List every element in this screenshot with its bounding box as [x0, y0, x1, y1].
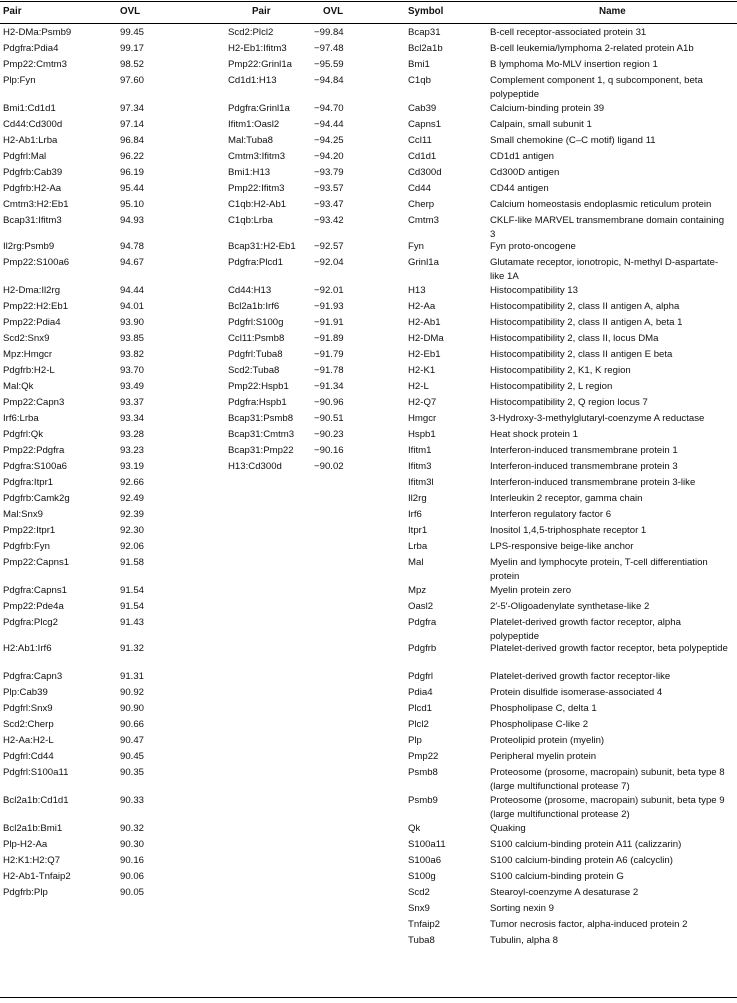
middle-ovl-cell: −91.79: [314, 349, 344, 360]
gene-name-cell: Calcium-binding protein 39: [490, 103, 605, 114]
header-rule: [0, 23, 737, 24]
middle-ovl-cell: −90.96: [314, 397, 344, 408]
left-pair-cell: Pdgfrb:Cab39: [3, 167, 63, 178]
middle-pair-cell: Ifitm1:Oasl2: [228, 119, 280, 130]
header-pair-2: Pair: [252, 6, 271, 17]
middle-pair-cell: C1qb:H2-Ab1: [228, 199, 287, 210]
gene-name-cell: Peripheral myelin protein: [490, 751, 597, 762]
middle-ovl-cell: −94.84: [314, 75, 344, 86]
gene-name-cell: Tumor necrosis factor, alpha-induced protein 2: [490, 919, 688, 930]
left-ovl-cell: 90.05: [120, 887, 145, 898]
gene-name-cell: Histocompatibility 2, class II antigen A, beta 1: [490, 317, 683, 328]
symbol-cell: S100a11: [408, 839, 446, 850]
left-ovl-cell: 93.23: [120, 445, 145, 456]
gene-name-cell: Interferon-induced transmembrane protein 3-like: [490, 477, 696, 488]
left-ovl-cell: 90.90: [120, 703, 145, 714]
middle-pair-cell: Pdgfra:Hspb1: [228, 397, 287, 408]
left-pair-cell: H2-Ab1-Tnfaip2: [3, 871, 71, 882]
left-ovl-cell: 93.90: [120, 317, 145, 328]
symbol-cell: H2-Aa: [408, 301, 436, 312]
left-ovl-cell: 94.93: [120, 215, 145, 226]
middle-pair-cell: H13:Cd300d: [228, 461, 282, 472]
symbol-cell: C1qb: [408, 75, 431, 86]
gene-name-cell: Protein disulfide isomerase-associated 4: [490, 687, 663, 698]
gene-name-cell: S100 calcium-binding protein A11 (calizzarin): [490, 839, 682, 850]
left-pair-cell: Il2rg:Psmb9: [3, 241, 55, 252]
gene-name-cell: Proteosome (prosome, macropain) subunit, beta type 9 (large multifunctional protease 2): [490, 795, 725, 820]
symbol-cell: Cherp: [408, 199, 435, 210]
middle-pair-cell: Pdgfrl:Tuba8: [228, 349, 283, 360]
header-ovl-2: OVL: [323, 6, 344, 17]
left-ovl-cell: 90.92: [120, 687, 145, 698]
left-ovl-cell: 96.84: [120, 135, 145, 146]
left-pair-cell: Pdgfrb:Fyn: [3, 541, 50, 552]
middle-ovl-cell: −99.84: [314, 27, 344, 38]
gene-name-cell: Interleukin 2 receptor, gamma chain: [490, 493, 643, 504]
left-pair-cell: Pdgfrl:S100a11: [3, 767, 69, 778]
gene-name-cell: Calcium homeostasis endoplasmic reticulum protein: [490, 199, 712, 210]
symbol-cell: Hspb1: [408, 429, 436, 440]
left-pair-cell: H2:K1:H2:Q7: [3, 855, 61, 866]
left-ovl-cell: 90.16: [120, 855, 145, 866]
symbol-cell: Il2rg: [408, 493, 427, 504]
left-ovl-cell: 94.78: [120, 241, 145, 252]
symbol-cell: Capns1: [408, 119, 442, 130]
gene-name-cell: Myelin protein zero: [490, 585, 572, 596]
header-name: Name: [599, 6, 626, 17]
left-ovl-cell: 99.17: [120, 43, 145, 54]
gene-name-cell: Interferon-induced transmembrane protein 1: [490, 445, 678, 456]
left-pair-cell: H2-Aa:H2-L: [3, 735, 54, 746]
left-pair-cell: Bcl2a1b:Bmi1: [3, 823, 63, 834]
left-ovl-cell: 91.32: [120, 643, 145, 654]
left-ovl-cell: 93.34: [120, 413, 145, 424]
gene-name-cell: S100 calcium-binding protein A6 (calcyclin): [490, 855, 673, 866]
middle-ovl-cell: −90.02: [314, 461, 344, 472]
symbol-cell: Bcap31: [408, 27, 441, 38]
left-pair-cell: Pmp22:Pdgfra: [3, 445, 65, 456]
gene-name-cell: Glutamate receptor, ionotropic, N-methyl D-aspartate-like 1A: [490, 257, 719, 282]
symbol-cell: Psmb9: [408, 795, 438, 806]
middle-pair-cell: Ccl11:Psmb8: [228, 333, 285, 344]
left-pair-cell: Pdgfrl:Qk: [3, 429, 43, 440]
symbol-cell: Tnfaip2: [408, 919, 440, 930]
middle-ovl-cell: −91.93: [314, 301, 344, 312]
middle-ovl-cell: −95.59: [314, 59, 344, 70]
symbol-cell: Cd44: [408, 183, 431, 194]
middle-ovl-cell: −94.20: [314, 151, 344, 162]
symbol-cell: Plp: [408, 735, 422, 746]
symbol-cell: Bcl2a1b: [408, 43, 443, 54]
middle-ovl-cell: −94.44: [314, 119, 344, 130]
left-ovl-cell: 92.66: [120, 477, 145, 488]
middle-pair-cell: C1qb:Lrba: [228, 215, 273, 226]
gene-name-cell: Proteosome (prosome, macropain) subunit, beta type 8 (large multifunctional protease 7): [490, 767, 725, 792]
symbol-cell: Ifitm3: [408, 461, 432, 472]
middle-pair-cell: Pmp22:Grinl1a: [228, 59, 292, 70]
header-ovl-1: OVL: [120, 6, 141, 17]
left-pair-cell: Bcap31:Ifitm3: [3, 215, 62, 226]
symbol-cell: H2-K1: [408, 365, 436, 376]
symbol-cell: Itpr1: [408, 525, 428, 536]
gene-name-cell: Histocompatibility 2, L region: [490, 381, 613, 392]
symbol-cell: H2-Ab1: [408, 317, 441, 328]
middle-ovl-cell: −93.57: [314, 183, 344, 194]
gene-name-cell: Inositol 1,4,5-triphosphate receptor 1: [490, 525, 647, 536]
left-pair-cell: Pmp22:H2:Eb1: [3, 301, 69, 312]
left-pair-cell: Bcl2a1b:Cd1d1: [3, 795, 69, 806]
left-pair-cell: Pdgfrb:Camk2g: [3, 493, 70, 504]
gene-name-cell: CD1d1 antigen: [490, 151, 555, 162]
left-pair-cell: Pdgfrl:Cd44: [3, 751, 54, 762]
symbol-cell: Irf6: [408, 509, 422, 520]
left-pair-cell: Mal:Qk: [3, 381, 34, 392]
left-ovl-cell: 91.58: [120, 557, 145, 568]
gene-name-cell: S100 calcium-binding protein G: [490, 871, 624, 882]
gene-name-cell: Proteolipid protein (myelin): [490, 735, 605, 746]
symbol-cell: Bmi1: [408, 59, 430, 70]
symbol-cell: Pdia4: [408, 687, 433, 698]
left-pair-cell: Pdgfrl:Snx9: [3, 703, 53, 714]
left-ovl-cell: 96.19: [120, 167, 145, 178]
top-rule: [0, 1, 737, 2]
gene-name-cell: Fyn proto-oncogene: [490, 241, 576, 252]
left-ovl-cell: 94.67: [120, 257, 145, 268]
gene-name-cell: Platelet-derived growth factor receptor, alpha polypeptide: [490, 617, 681, 642]
left-pair-cell: H2-DMa:Psmb9: [3, 27, 72, 38]
left-ovl-cell: 93.19: [120, 461, 145, 472]
gene-name-cell: LPS-responsive beige-like anchor: [490, 541, 634, 552]
gene-name-cell: Histocompatibility 2, class II antigen E beta: [490, 349, 673, 360]
middle-pair-cell: Scd2:Plcl2: [228, 27, 274, 38]
left-ovl-cell: 93.82: [120, 349, 145, 360]
middle-ovl-cell: −92.01: [314, 285, 344, 296]
left-pair-cell: Scd2:Cherp: [3, 719, 54, 730]
left-ovl-cell: 93.28: [120, 429, 145, 440]
left-ovl-cell: 97.60: [120, 75, 145, 86]
middle-pair-cell: Cd1d1:H13: [228, 75, 277, 86]
gene-name-cell: Phospholipase C, delta 1: [490, 703, 597, 714]
left-pair-cell: Scd2:Snx9: [3, 333, 50, 344]
gene-name-cell: Histocompatibility 2, Q region locus 7: [490, 397, 648, 408]
left-pair-cell: Pdgfra:Pdia4: [3, 43, 59, 54]
left-ovl-cell: 92.49: [120, 493, 145, 504]
left-ovl-cell: 96.22: [120, 151, 145, 162]
symbol-cell: Plcl2: [408, 719, 429, 730]
left-pair-cell: Pmp22:Capns1: [3, 557, 70, 568]
middle-ovl-cell: −93.42: [314, 215, 344, 226]
symbol-cell: H2-L: [408, 381, 429, 392]
middle-pair-cell: Mal:Tuba8: [228, 135, 273, 146]
gene-name-cell: CD44 antigen: [490, 183, 549, 194]
left-ovl-cell: 90.47: [120, 735, 145, 746]
symbol-cell: Pmp22: [408, 751, 439, 762]
middle-pair-cell: Bcap31:Pmp22: [228, 445, 294, 456]
left-pair-cell: H2-Ab1:Lrba: [3, 135, 58, 146]
left-pair-cell: Cd44:Cd300d: [3, 119, 63, 130]
middle-ovl-cell: −92.04: [314, 257, 344, 268]
gene-name-cell: Heat shock protein 1: [490, 429, 578, 440]
left-ovl-cell: 94.01: [120, 301, 145, 312]
gene-name-cell: B-cell leukemia/lymphoma 2-related protein A1b: [490, 43, 694, 54]
middle-pair-cell: Bcap31:Cmtm3: [228, 429, 295, 440]
left-pair-cell: Cmtm3:H2:Eb1: [3, 199, 69, 210]
symbol-cell: Cmtm3: [408, 215, 439, 226]
left-pair-cell: Pmp22:Itpr1: [3, 525, 56, 536]
symbol-cell: S100a6: [408, 855, 442, 866]
left-pair-cell: Plp-H2-Aa: [3, 839, 48, 850]
symbol-cell: H2-Q7: [408, 397, 437, 408]
left-ovl-cell: 93.37: [120, 397, 145, 408]
symbol-cell: Lrba: [408, 541, 428, 552]
middle-ovl-cell: −91.34: [314, 381, 344, 392]
left-ovl-cell: 90.33: [120, 795, 145, 806]
middle-ovl-cell: −94.25: [314, 135, 344, 146]
left-ovl-cell: 90.06: [120, 871, 145, 882]
gene-name-cell: B lymphoma Mo-MLV insertion region 1: [490, 59, 658, 70]
gene-name-cell: Histocompatibility 2, class II, locus DMa: [490, 333, 659, 344]
left-ovl-cell: 95.10: [120, 199, 145, 210]
symbol-cell: Mal: [408, 557, 424, 568]
middle-ovl-cell: −90.16: [314, 445, 344, 456]
symbol-cell: Plcd1: [408, 703, 432, 714]
middle-pair-cell: Bmi1:H13: [228, 167, 271, 178]
symbol-cell: Oasl2: [408, 601, 434, 612]
symbol-cell: Cab39: [408, 103, 437, 114]
left-pair-cell: Pmp22:Cmtm3: [3, 59, 67, 70]
left-ovl-cell: 90.30: [120, 839, 145, 850]
symbol-cell: Snx9: [408, 903, 430, 914]
middle-pair-cell: Bcap31:H2-Eb1: [228, 241, 296, 252]
left-pair-cell: Pmp22:S100a6: [3, 257, 70, 268]
left-pair-cell: Pmp22:Capn3: [3, 397, 65, 408]
gene-name-cell: 2′-5′-Oligoadenylate synthetase-like 2: [490, 601, 650, 612]
middle-pair-cell: Pdgfra:Plcd1: [228, 257, 283, 268]
left-ovl-cell: 90.66: [120, 719, 145, 730]
middle-pair-cell: Pdgfrl:S100g: [228, 317, 284, 328]
left-pair-cell: Pdgfra:Plcg2: [3, 617, 58, 628]
gene-name-cell: Interferon-induced transmembrane protein 3: [490, 461, 678, 472]
gene-name-cell: Platelet-derived growth factor receptor-like: [490, 671, 671, 682]
gene-name-cell: B-cell receptor-associated protein 31: [490, 27, 647, 38]
middle-ovl-cell: −93.79: [314, 167, 344, 178]
left-pair-cell: Pdgfrb:Plp: [3, 887, 48, 898]
symbol-cell: Pdgfrl: [408, 671, 434, 682]
middle-ovl-cell: −91.91: [314, 317, 344, 328]
gene-name-cell: 3-Hydroxy-3-methylglutaryl-coenzyme A reductase: [490, 413, 705, 424]
middle-pair-cell: Cmtm3:Ifitm3: [228, 151, 286, 162]
middle-pair-cell: Bcl2a1b:Irf6: [228, 301, 280, 312]
gene-name-cell: Myelin and lymphocyte protein, T-cell differentiation protein: [490, 557, 708, 582]
left-ovl-cell: 95.44: [120, 183, 145, 194]
left-ovl-cell: 90.32: [120, 823, 145, 834]
left-pair-cell: Pdgfrl:Mal: [3, 151, 47, 162]
middle-ovl-cell: −91.78: [314, 365, 344, 376]
left-ovl-cell: 93.85: [120, 333, 145, 344]
gene-name-cell: Histocompatibility 2, K1, K region: [490, 365, 631, 376]
symbol-cell: Tuba8: [408, 935, 435, 946]
middle-pair-cell: Pmp22:Hspb1: [228, 381, 289, 392]
symbol-cell: Grinl1a: [408, 257, 439, 268]
left-pair-cell: H2:Ab1:Irf6: [3, 643, 52, 654]
left-ovl-cell: 93.49: [120, 381, 145, 392]
header-symbol: Symbol: [408, 6, 444, 17]
symbol-cell: H13: [408, 285, 426, 296]
left-ovl-cell: 91.54: [120, 601, 145, 612]
symbol-cell: Ccl11: [408, 135, 432, 146]
gene-name-cell: Phospholipase C-like 2: [490, 719, 589, 730]
left-pair-cell: Pdgfra:Itpr1: [3, 477, 54, 488]
left-ovl-cell: 99.45: [120, 27, 145, 38]
left-ovl-cell: 92.06: [120, 541, 145, 552]
left-ovl-cell: 94.44: [120, 285, 145, 296]
left-pair-cell: Pdgfra:S100a6: [3, 461, 68, 472]
symbol-cell: Psmb8: [408, 767, 438, 778]
middle-ovl-cell: −94.70: [314, 103, 344, 114]
symbol-cell: Qk: [408, 823, 421, 834]
left-pair-cell: Mpz:Hmgcr: [3, 349, 53, 360]
middle-ovl-cell: −93.47: [314, 199, 344, 210]
left-ovl-cell: 97.34: [120, 103, 145, 114]
left-ovl-cell: 90.45: [120, 751, 145, 762]
left-ovl-cell: 93.70: [120, 365, 145, 376]
gene-name-cell: Histocompatibility 13: [490, 285, 578, 296]
left-pair-cell: Plp:Fyn: [3, 75, 36, 86]
left-pair-cell: Pdgfrb:H2-L: [3, 365, 55, 376]
left-ovl-cell: 91.31: [120, 671, 145, 682]
middle-pair-cell: H2-Eb1:Ifitm3: [228, 43, 287, 54]
left-pair-cell: Pdgfrb:H2-Aa: [3, 183, 62, 194]
middle-pair-cell: Cd44:H13: [228, 285, 272, 296]
middle-pair-cell: Scd2:Tuba8: [228, 365, 280, 376]
middle-ovl-cell: −91.89: [314, 333, 344, 344]
left-pair-cell: Irf6:Lrba: [3, 413, 39, 424]
middle-pair-cell: Bcap31:Psmb8: [228, 413, 294, 424]
symbol-cell: Fyn: [408, 241, 424, 252]
middle-ovl-cell: −97.48: [314, 43, 344, 54]
symbol-cell: Cd300d: [408, 167, 442, 178]
symbol-cell: H2-DMa: [408, 333, 444, 344]
left-ovl-cell: 90.35: [120, 767, 145, 778]
left-ovl-cell: 91.43: [120, 617, 145, 628]
left-ovl-cell: 92.39: [120, 509, 145, 520]
gene-name-cell: Calpain, small subunit 1: [490, 119, 592, 130]
symbol-cell: Mpz: [408, 585, 427, 596]
symbol-cell: Pdgfra: [408, 617, 437, 628]
gene-name-cell: CKLF-like MARVEL transmembrane domain containing 3: [490, 215, 725, 240]
symbol-cell: H2-Eb1: [408, 349, 441, 360]
bottom-rule: [0, 997, 737, 998]
symbol-cell: Ifitm1: [408, 445, 432, 456]
gene-name-cell: Cd300D antigen: [490, 167, 560, 178]
gene-name-cell: Tubulin, alpha 8: [490, 935, 558, 946]
middle-pair-cell: Pmp22:Ifitm3: [228, 183, 285, 194]
left-pair-cell: Mal:Snx9: [3, 509, 43, 520]
symbol-cell: Scd2: [408, 887, 430, 898]
left-ovl-cell: 92.30: [120, 525, 145, 536]
left-pair-cell: Pmp22:Pde4a: [3, 601, 64, 612]
left-pair-cell: Pmp22:Pdia4: [3, 317, 61, 328]
left-ovl-cell: 97.14: [120, 119, 145, 130]
gene-name-cell: Stearoyl-coenzyme A desaturase 2: [490, 887, 639, 898]
left-pair-cell: Bmi1:Cd1d1: [3, 103, 56, 114]
left-ovl-cell: 91.54: [120, 585, 145, 596]
middle-ovl-cell: −92.57: [314, 241, 344, 252]
middle-pair-cell: Pdgfra:Grinl1a: [228, 103, 290, 114]
gene-name-cell: Complement component 1, q subcomponent, beta polypeptide: [490, 75, 703, 100]
gene-name-cell: Interferon regulatory factor 6: [490, 509, 612, 520]
gene-name-cell: Sorting nexin 9: [490, 903, 554, 914]
middle-ovl-cell: −90.51: [314, 413, 344, 424]
left-pair-cell: Plp:Cab39: [3, 687, 48, 698]
left-ovl-cell: 98.52: [120, 59, 145, 70]
symbol-cell: S100g: [408, 871, 436, 882]
gene-name-cell: Histocompatibility 2, class II antigen A, alpha: [490, 301, 680, 312]
middle-ovl-cell: −90.23: [314, 429, 344, 440]
symbol-cell: Pdgfrb: [408, 643, 437, 654]
symbol-cell: Hmgcr: [408, 413, 437, 424]
header-pair-1: Pair: [3, 6, 22, 17]
symbol-cell: Cd1d1: [408, 151, 437, 162]
gene-name-cell: Platelet-derived growth factor receptor, beta polypeptide: [490, 643, 728, 654]
gene-name-cell: Quaking: [490, 823, 526, 834]
left-pair-cell: H2-Dma:Il2rg: [3, 285, 61, 296]
left-pair-cell: Pdgfra:Capns1: [3, 585, 67, 596]
gene-name-cell: Small chemokine (C–C motif) ligand 11: [490, 135, 656, 146]
left-pair-cell: Pdgfra:Capn3: [3, 671, 63, 682]
symbol-cell: Ifitm3l: [408, 477, 434, 488]
